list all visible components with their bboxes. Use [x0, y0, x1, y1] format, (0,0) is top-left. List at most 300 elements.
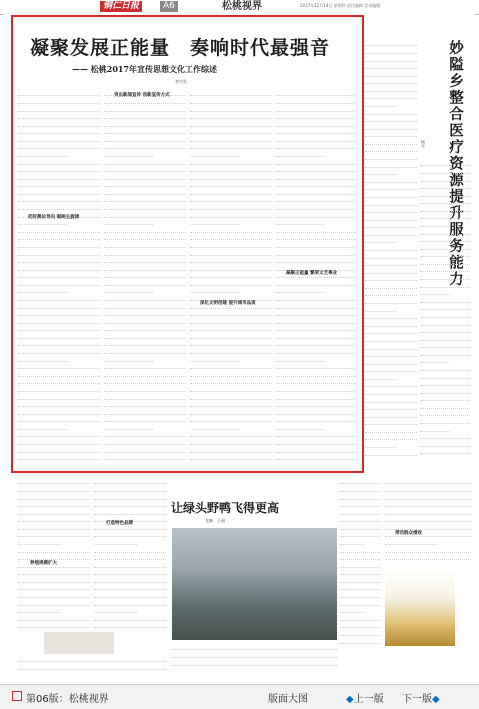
body-text-line [276, 204, 356, 210]
body-text-line [190, 143, 272, 149]
body-text-line [104, 158, 186, 164]
body-text-line [18, 310, 100, 316]
body-text-line [104, 211, 186, 217]
body-text-line [365, 434, 417, 440]
body-text-line [365, 351, 417, 357]
body-text-line [104, 310, 186, 316]
body-text-line [340, 546, 380, 552]
lead-article-byline: 李兴发 [175, 79, 187, 84]
body-text-line [385, 546, 471, 552]
body-text-line [340, 554, 380, 560]
body-text-line [276, 189, 356, 195]
body-text-line [420, 221, 450, 227]
right-arrow-icon: ◆ [432, 694, 440, 705]
body-text-line [385, 561, 471, 564]
body-text-line [104, 181, 186, 187]
body-text-line [190, 408, 272, 414]
body-text-line [365, 290, 417, 296]
body-text-line [18, 196, 100, 202]
body-text-line [18, 577, 90, 583]
body-text-line [190, 128, 272, 134]
body-text-line [18, 105, 100, 111]
body-text-line [365, 343, 417, 349]
body-text-line [276, 431, 356, 437]
body-text-line [104, 196, 186, 202]
body-text-line [276, 211, 356, 217]
body-text-line [276, 181, 356, 187]
body-text-line [420, 168, 470, 174]
body-text-line [340, 584, 380, 590]
side-article-byline: 杨平 [421, 140, 426, 148]
body-text-line [420, 236, 470, 242]
body-text-line [340, 508, 380, 514]
body-text-line [104, 446, 186, 452]
body-text-line [420, 205, 470, 211]
body-text-line [420, 418, 470, 424]
body-text-line [18, 279, 100, 285]
body-text-line [365, 328, 417, 334]
body-text-line [104, 204, 186, 210]
wild-duck-flock-photo [172, 528, 337, 640]
body-text-line [276, 173, 356, 179]
next-page-label: 下一版 [402, 694, 432, 705]
body-text-line [104, 151, 153, 157]
full-page-image-link[interactable]: 版面大图 [268, 694, 308, 705]
body-text-line [365, 260, 417, 266]
body-text-line [276, 317, 356, 323]
body-text-line [94, 577, 166, 583]
body-text-line [365, 85, 417, 91]
body-text-line [190, 454, 272, 460]
lead-article-subtitle: —— 松桃2017年宣传思想文化工作综述 [72, 64, 218, 74]
body-text-line [18, 607, 61, 613]
body-text-line [340, 561, 380, 567]
body-text-line [420, 259, 470, 265]
body-text-line [104, 166, 186, 172]
lead-subhead: 深化文明创建 提升城市品质 [200, 301, 256, 306]
body-text-line [420, 274, 470, 280]
body-text-line [18, 355, 67, 361]
body-text-line [420, 266, 470, 272]
body-text-line [190, 219, 239, 225]
body-text-line [365, 442, 396, 448]
body-text-line [172, 659, 337, 665]
body-text-line [276, 219, 324, 225]
body-text-line [276, 423, 324, 429]
body-text-line [276, 279, 356, 285]
body-text-line [104, 408, 186, 414]
body-text-line [365, 305, 396, 311]
body-text-line [276, 196, 356, 202]
body-text-line [18, 226, 100, 232]
body-text-line [420, 403, 470, 409]
body-text-line [94, 554, 166, 560]
body-text-line [94, 493, 166, 499]
body-text-line [104, 242, 186, 248]
issue-info: 2017年12月14日 星期四 责任编辑 美术编辑 [300, 3, 381, 8]
body-text-line [18, 622, 90, 628]
body-text-line [172, 644, 337, 650]
body-text-line [190, 340, 272, 346]
body-text-line [365, 161, 417, 167]
body-text-line [18, 257, 100, 263]
body-text-line [340, 630, 380, 636]
body-text-line [276, 135, 356, 141]
roast-duck-photo [385, 568, 455, 646]
body-text-line [365, 176, 417, 182]
body-text-line [18, 539, 61, 545]
body-text-line [104, 393, 186, 399]
body-text-line [385, 516, 471, 522]
body-text-line [276, 310, 356, 316]
body-text-line [276, 363, 356, 369]
body-text-line [365, 199, 417, 205]
body-text-line [276, 143, 356, 149]
body-text-line [420, 296, 470, 302]
body-text-line [190, 135, 272, 141]
body-text-line [104, 264, 186, 270]
body-text-line [385, 508, 471, 514]
side-column-1 [365, 40, 417, 462]
body-text-line [190, 446, 272, 452]
body-text-line [190, 264, 272, 270]
lower-column-5 [172, 644, 337, 672]
body-text-line [18, 340, 100, 346]
body-text-line [104, 234, 186, 240]
body-text-line [340, 478, 380, 484]
body-text-line [365, 396, 417, 402]
body-text-line [276, 416, 356, 422]
body-text-line [18, 181, 100, 187]
body-text-line [276, 370, 356, 376]
previous-page-label: 上一版 [353, 694, 384, 705]
body-text-line [276, 348, 356, 354]
body-text-line [18, 546, 90, 552]
body-text-line [190, 439, 272, 445]
body-text-line [340, 607, 364, 613]
body-text-line [18, 143, 100, 149]
newspaper-logo: 铜仁日报 [100, 1, 142, 12]
body-text-line [276, 393, 356, 399]
body-text-line [94, 546, 166, 552]
body-text-line [340, 614, 380, 620]
body-text-line [340, 531, 380, 537]
body-text-line [190, 90, 272, 96]
body-text-line [365, 229, 417, 235]
body-text-line [365, 373, 396, 379]
body-text-line [190, 226, 272, 232]
body-text-line [276, 128, 356, 134]
body-text-line [18, 508, 90, 514]
body-text-line [18, 113, 100, 119]
body-text-line [365, 419, 417, 425]
body-text-line [276, 378, 356, 384]
lead-column-1 [18, 90, 100, 462]
lead-column-4 [276, 90, 356, 462]
body-text-line [104, 219, 153, 225]
body-text-line [104, 98, 186, 104]
body-text-line [18, 363, 100, 369]
body-text-line [18, 656, 166, 662]
body-text-line [94, 561, 166, 567]
body-text-line [340, 637, 380, 643]
body-text-line [18, 295, 100, 301]
body-text-line [365, 101, 396, 107]
body-text-line [340, 539, 364, 545]
body-text-line [420, 448, 470, 454]
body-text-line [18, 189, 100, 195]
body-text-line [276, 113, 356, 119]
body-text-line [18, 386, 100, 392]
body-text-line [104, 439, 186, 445]
body-text-line [190, 189, 272, 195]
body-text-line [18, 423, 67, 429]
body-text-line [94, 478, 166, 484]
body-text-line [365, 381, 417, 387]
body-text-line [104, 302, 186, 308]
body-text-line [104, 317, 186, 323]
body-text-line [190, 431, 272, 437]
body-text-line [365, 40, 417, 46]
body-text-line [340, 577, 380, 583]
body-text-line [276, 461, 356, 462]
body-text-line [18, 204, 100, 210]
body-text-line [18, 128, 100, 134]
body-text-line [190, 249, 272, 255]
lower-subhead: 打造特色品牌 [106, 521, 133, 526]
lead-article-title[interactable]: 凝聚发展正能量 奏响时代最强音 [30, 37, 331, 59]
body-text-line [104, 173, 186, 179]
body-text-line [190, 98, 272, 104]
body-text-line [190, 173, 272, 179]
body-text-line [104, 226, 186, 232]
page-number-badge: A6 [160, 1, 178, 12]
body-text-line [94, 584, 166, 590]
lead-subhead: 把好舆论导向 唱响主旋律 [28, 215, 80, 220]
body-text-line [276, 446, 356, 452]
body-text-line [104, 348, 186, 354]
body-text-line [172, 652, 337, 658]
body-text-line [18, 151, 67, 157]
body-text-line [276, 401, 356, 407]
body-text-line [276, 295, 356, 301]
body-text-line [365, 70, 417, 76]
body-text-line [18, 98, 100, 104]
lead-subhead: 突出新闻宣传 创新宣传方式 [114, 93, 170, 98]
body-text-line [104, 295, 186, 301]
body-text-line [18, 614, 90, 620]
body-text-line [18, 516, 90, 522]
body-text-line [420, 304, 470, 310]
body-text-line [420, 440, 470, 446]
body-text-line [420, 425, 450, 431]
body-text-line [190, 257, 272, 263]
body-text-line [190, 423, 239, 429]
body-text-line [190, 416, 272, 422]
body-text-line [420, 334, 470, 340]
lower-article-title[interactable]: 让绿头野鸭飞得更高 [171, 501, 280, 515]
body-text-line [94, 622, 166, 628]
body-text-line [18, 287, 67, 293]
body-text-line [190, 348, 272, 354]
side-column-2 [420, 160, 470, 460]
body-text-line [18, 264, 100, 270]
body-text-line [104, 325, 186, 331]
body-text-line [190, 234, 272, 240]
body-text-line [420, 349, 470, 355]
body-text-line [420, 213, 470, 219]
body-text-line [190, 363, 272, 369]
body-text-line [276, 439, 356, 445]
body-text-line [94, 607, 137, 613]
body-text-line [18, 416, 100, 422]
body-text-line [190, 151, 239, 157]
body-text-line [365, 139, 417, 145]
body-text-line [420, 281, 470, 287]
body-text-line [365, 55, 417, 61]
body-text-line [18, 486, 90, 492]
body-text-line [365, 449, 417, 455]
body-text-line [365, 154, 417, 160]
body-text-line [18, 431, 100, 437]
body-text-line [104, 189, 186, 195]
body-text-line [94, 614, 166, 620]
body-text-line [420, 380, 470, 386]
body-text-line [104, 279, 186, 285]
body-text-line [94, 531, 166, 537]
body-text-line [18, 90, 100, 96]
section-title: 松桃视界 [222, 1, 262, 12]
body-text-line [190, 113, 272, 119]
masthead [0, 0, 479, 15]
body-text-line [340, 501, 380, 507]
body-text-line [365, 389, 417, 395]
body-text-line [385, 493, 471, 499]
body-text-line [18, 454, 100, 460]
body-text-line [104, 340, 186, 346]
left-arrow-icon: ◆ [346, 694, 354, 705]
body-text-line [190, 196, 272, 202]
body-text-line [104, 386, 186, 392]
body-text-line [420, 312, 470, 318]
body-text-line [190, 166, 272, 172]
body-text-line [104, 120, 186, 126]
body-text-line [365, 358, 417, 364]
body-text-line [104, 370, 186, 376]
body-text-line [385, 539, 437, 545]
body-text-line [18, 408, 100, 414]
body-text-line [365, 146, 417, 152]
lower-column-3 [340, 478, 380, 648]
body-text-line [365, 184, 417, 190]
previous-page-link[interactable] [346, 690, 384, 705]
lower-column-2 [94, 478, 166, 628]
body-text-line [276, 454, 356, 460]
body-text-line [340, 645, 380, 648]
body-text-line [276, 120, 356, 126]
body-text-line [340, 622, 380, 628]
body-text-line [276, 249, 356, 255]
body-text-line [340, 523, 380, 529]
body-text-line [365, 214, 417, 220]
page-navigation-bar [0, 684, 479, 709]
body-text-line [190, 211, 272, 217]
body-text-line [94, 501, 166, 507]
body-text-line [365, 252, 417, 258]
body-text-line [365, 283, 417, 289]
body-text-line [18, 378, 100, 384]
body-text-line [104, 355, 153, 361]
body-text-line [276, 158, 356, 164]
body-text-line [18, 135, 100, 141]
body-text-line [365, 411, 417, 417]
body-text-line [190, 317, 272, 323]
body-text-line [365, 267, 417, 273]
body-text-line [365, 169, 396, 175]
body-text-line [420, 327, 470, 333]
body-text-line [276, 242, 356, 248]
body-text-line [172, 667, 337, 672]
body-text-line [365, 237, 396, 243]
body-text-line [18, 501, 90, 507]
body-text-line [190, 287, 239, 293]
body-text-line [340, 486, 380, 492]
body-text-line [18, 302, 100, 308]
body-text-line [18, 393, 100, 399]
body-text-line [18, 242, 100, 248]
body-text-line [190, 242, 272, 248]
body-text-line [420, 251, 470, 257]
body-text-line [420, 357, 450, 363]
body-text-line [104, 105, 186, 111]
body-text-line [365, 275, 417, 281]
body-text-line [276, 90, 356, 96]
body-text-line [18, 592, 90, 598]
body-text-line [365, 404, 417, 410]
duck-eggs-photo [44, 632, 114, 654]
next-page-link[interactable] [402, 690, 440, 705]
body-text-line [104, 143, 186, 149]
body-text-line [104, 135, 186, 141]
body-text-line [365, 298, 417, 304]
body-text-line [420, 198, 470, 204]
page-icon [12, 691, 22, 701]
body-text-line [18, 317, 100, 323]
body-text-line [340, 592, 380, 598]
body-text-line [104, 401, 186, 407]
lower-article-byline: 龙颖 王丽 [205, 518, 225, 523]
body-text-line [94, 508, 166, 514]
body-text-line [18, 158, 100, 164]
body-text-line [190, 181, 272, 187]
body-text-line [190, 461, 272, 462]
body-text-line [18, 523, 90, 529]
body-text-line [190, 325, 272, 331]
side-article-title[interactable]: 妙隘乡整合医疗资源提升服务能力 [447, 40, 464, 288]
body-text-line [18, 166, 100, 172]
body-text-line [385, 523, 471, 529]
body-text-line [276, 325, 356, 331]
body-text-line [365, 48, 417, 54]
lead-column-2 [104, 90, 186, 462]
body-text-line [94, 592, 166, 598]
body-text-line [18, 401, 100, 407]
body-text-line [190, 310, 272, 316]
body-text-line [365, 366, 417, 372]
body-text-line [104, 416, 186, 422]
body-text-line [420, 342, 470, 348]
body-text-line [190, 386, 272, 392]
